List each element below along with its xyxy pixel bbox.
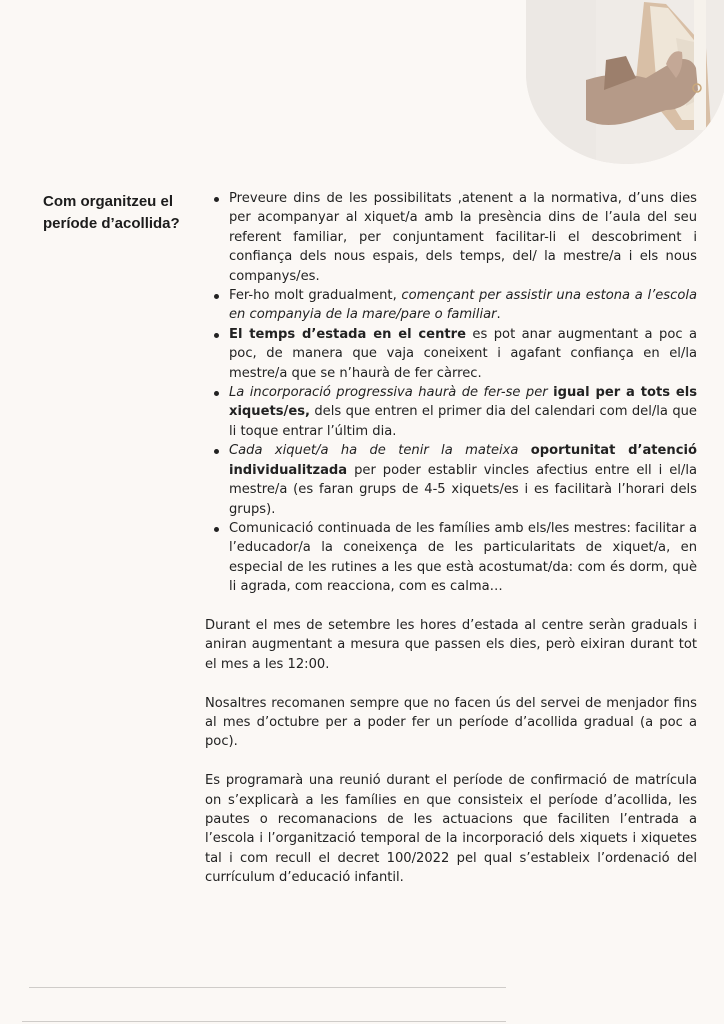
text-run-normal: Preveure dins de les possibilitats ,atenent a la normativa, d’uns dies per acompanyar al xiquet/a amb la presència dins de l’aula del seu referent familiar, per conjuntament facilitar-li el descobriment i confiança dels nous espais, dels temps, del/ la mestre/a i els nous companys/es. <box>229 191 697 284</box>
header-photo <box>526 0 724 164</box>
bullet-item <box>229 189 697 286</box>
bullet-item <box>229 325 697 383</box>
text-run-normal: . <box>496 307 501 323</box>
text-run-normal: dels que entren el primer dia del calendari com del/la que li toque entrar l’últim dia. <box>229 404 697 439</box>
bullet-item <box>229 519 697 597</box>
text-run-normal: per poder establir vincles afectius entre ell i el/la mestre/a (es faran grups de 4-5 xiquets/es i es facilitarà l’horari dels grups). <box>229 462 697 517</box>
divider-line <box>29 987 506 988</box>
text-run-italic: començant per assistir una estona a l’escola en companyia de la mare/pare o familiar <box>229 288 697 323</box>
text-run-normal: Fer-ho molt gradualment, <box>229 288 402 304</box>
text-run-italic: La incorporació progressiva haurà de fer-se per <box>229 385 554 401</box>
text-run-bold: igual per a tots els xiquets/es, <box>229 385 698 420</box>
text-run-bold: oportunitat d’atenció individualitzada <box>229 443 697 478</box>
section-content <box>205 189 697 888</box>
section-question: Com organitzeu el període d’acollida? <box>43 193 180 232</box>
text-run-italic: Cada xiquet/a ha de tenir la mateixa <box>229 443 531 459</box>
text-run-normal: es pot anar augmentant a poc a poc, de manera que vaja coneixent i agafant confiança en el/la mestre/a que se n’haurà de fer càrrec. <box>229 326 697 381</box>
paragraph-lunch-service: Nosaltres recomanen sempre que no facen ús del servei de menjador fins al mes d’octubre per a poder fer un període d’acollida gradual (a poc a poc). <box>205 695 697 750</box>
bullet-item <box>229 286 697 325</box>
bullet-item <box>229 441 697 519</box>
photo-hand-books-icon <box>526 0 724 164</box>
bullet-item <box>229 383 697 441</box>
text-run-bold: El temps d’estada en el centre <box>229 326 466 342</box>
bullet-list <box>205 189 697 597</box>
paragraph-meeting: Es programarà una reunió durant el període de confirmació de matrícula on s’explicarà a les famílies en que consisteix el període d’acollida, les pautes o recomanacions de les actuacions que faciliten l’entrada a l’escola i l’organització temporal de la incorporació dels xiquets i xiquetes tal i com recull el decret 100/2022 pel qual s’estableix l’ordenació del currículum d’educació infantil. <box>205 773 697 886</box>
text-run-normal: Comunicació continuada de les famílies amb els/les mestres: facilitar a l’educador/a la coneixença de les particularitats de xiquet/a, en especial de les rutines a les que està acostumat/da: com és dorm, què li agrada, com reacciona, com es calma… <box>229 520 697 595</box>
paragraph-schedule: Durant el mes de setembre les hores d’estada al centre seràn graduals i aniran augmentant a mesura que passen els dies, però eixiran durant tot el mes a les 12:00. <box>205 617 697 672</box>
divider-line <box>22 1021 506 1022</box>
